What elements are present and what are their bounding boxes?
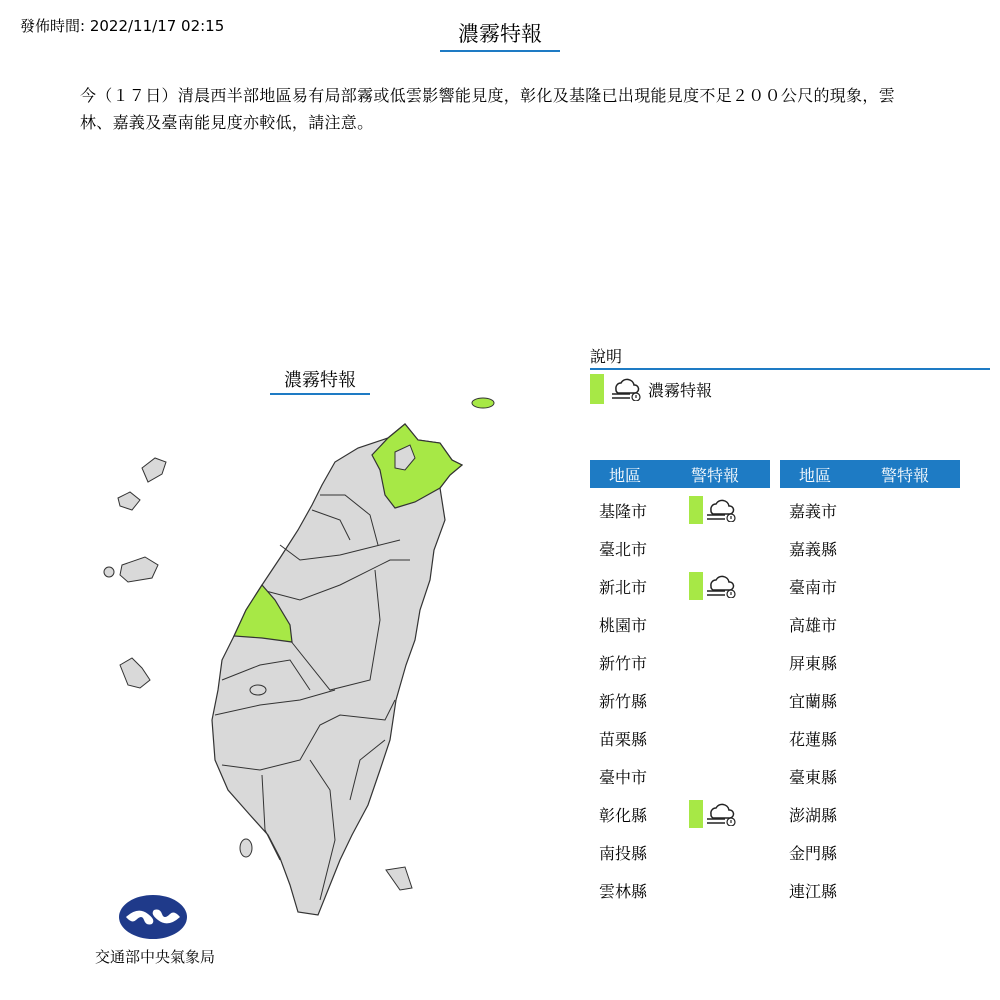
region-name: 雲林縣 <box>599 881 648 901</box>
header-region: 地區 <box>608 465 641 485</box>
table-row <box>590 605 770 643</box>
region-name: 高雄市 <box>789 615 838 635</box>
table-row <box>780 643 960 681</box>
region-name: 臺東縣 <box>789 767 838 787</box>
table-row <box>780 681 960 719</box>
region-name: 桃園市 <box>599 615 648 635</box>
warning-swatch <box>689 800 703 828</box>
issue-time: 發佈時間: 2022/11/17 02:15 <box>20 17 225 35</box>
region-name: 彰化縣 <box>599 805 648 825</box>
island-kinmen-small <box>104 567 114 577</box>
island-green <box>386 867 412 890</box>
table-row <box>590 567 770 605</box>
fog-warning-mark <box>689 496 737 524</box>
table-header <box>780 460 960 488</box>
taiwan-map <box>0 380 520 940</box>
fog-icon <box>705 802 737 826</box>
table-row <box>780 757 960 795</box>
region-name: 宜蘭縣 <box>789 691 838 711</box>
warning-swatch <box>689 496 703 524</box>
region-name: 臺北市 <box>599 539 648 559</box>
region-name: 金門縣 <box>789 843 838 863</box>
header-region: 地區 <box>798 465 831 485</box>
region-name: 臺南市 <box>789 577 838 597</box>
region-name: 新竹市 <box>599 653 648 673</box>
table-row <box>590 871 770 909</box>
table-row <box>780 605 960 643</box>
warning-description: 今（１７日）清晨西半部地區易有局部霧或低雲影響能見度，彰化及基隆已出現能見度不足２００公尺的現象，雲林、嘉義及臺南能見度亦較低，請注意。 <box>80 86 896 132</box>
page-title: 濃霧特報 <box>440 18 560 52</box>
table-row <box>590 529 770 567</box>
island-penghu <box>120 658 150 688</box>
island-pengjia <box>472 398 494 408</box>
region-name: 基隆市 <box>599 501 648 521</box>
region-table-right <box>780 460 960 909</box>
table-row <box>780 719 960 757</box>
cwb-logo <box>118 894 188 940</box>
fog-icon <box>705 498 737 522</box>
region-name: 嘉義市 <box>789 501 838 521</box>
table-row <box>590 643 770 681</box>
warning-swatch <box>689 572 703 600</box>
fog-icon <box>705 574 737 598</box>
table-row <box>780 567 960 605</box>
table-row <box>780 491 960 529</box>
legend-title: 說明 <box>590 344 990 370</box>
table-row <box>590 757 770 795</box>
island-kinmen <box>120 557 158 582</box>
region-name: 新北市 <box>599 577 648 597</box>
table-row <box>780 871 960 909</box>
legend-swatch <box>590 374 604 404</box>
legend-item <box>590 374 712 404</box>
table-row <box>590 681 770 719</box>
region-name: 苗栗縣 <box>599 729 648 749</box>
fog-warning-mark <box>689 572 737 600</box>
region-name: 南投縣 <box>599 843 648 863</box>
table-row <box>780 795 960 833</box>
table-row <box>590 795 770 833</box>
region-name: 新竹縣 <box>599 691 648 711</box>
region-name: 嘉義縣 <box>789 539 838 559</box>
legend-label: 濃霧特報 <box>648 380 713 400</box>
region-name: 花蓮縣 <box>789 729 838 749</box>
island-matsu-2 <box>118 492 140 510</box>
fog-icon <box>610 377 642 401</box>
region-name: 臺中市 <box>599 767 648 787</box>
table-row <box>780 529 960 567</box>
map-title: 濃霧特報 <box>270 366 370 395</box>
header-warning: 警特報 <box>880 465 929 485</box>
agency-name: 交通部中央氣象局 <box>94 948 215 966</box>
fog-warning-mark <box>689 800 737 828</box>
header-warning: 警特報 <box>690 465 739 485</box>
island-matsu-1 <box>142 458 166 482</box>
island-liuqiu <box>240 839 252 857</box>
table-row <box>780 833 960 871</box>
region-name: 連江縣 <box>789 881 838 901</box>
region-newtaipei-warning <box>372 424 462 508</box>
table-row <box>590 719 770 757</box>
region-name: 屏東縣 <box>789 653 838 673</box>
region-name: 澎湖縣 <box>789 805 838 825</box>
table-row <box>590 491 770 529</box>
table-row <box>590 833 770 871</box>
region-table-left <box>590 460 770 909</box>
table-header <box>590 460 770 488</box>
